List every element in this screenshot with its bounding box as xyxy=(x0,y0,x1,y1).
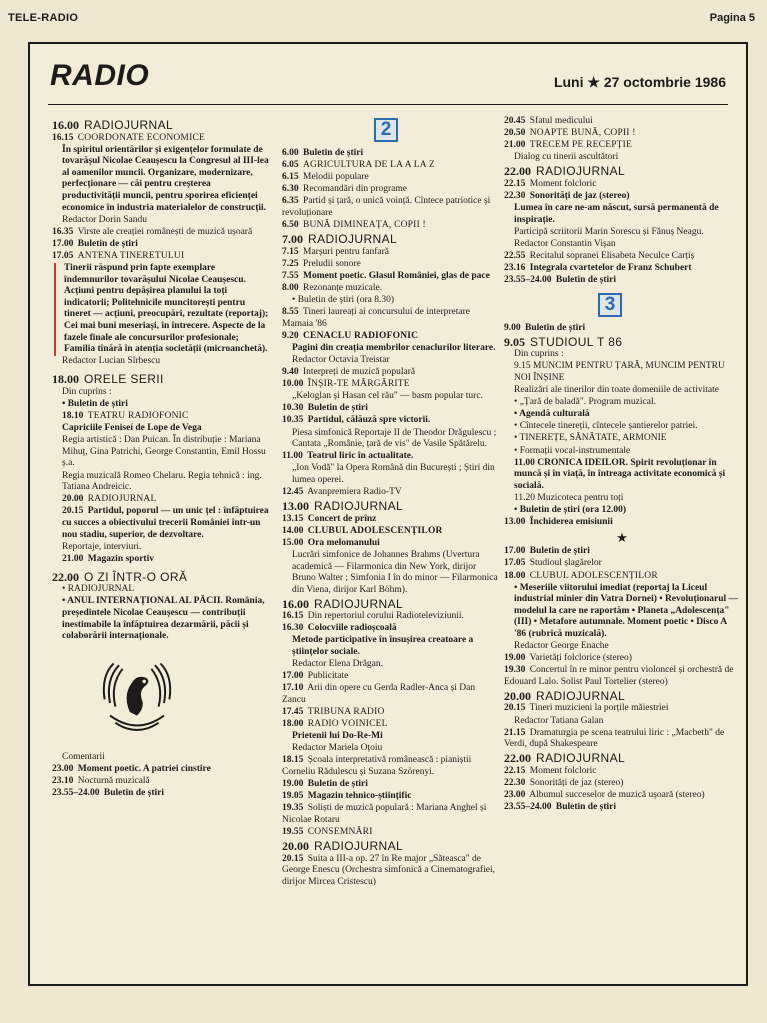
program-item: 9.05 STUDIOUL T 86 xyxy=(504,334,623,349)
program-editor: Redactor Elena Drăgan. xyxy=(292,659,383,670)
play-title: Capriciile Feniseí de Lope de Vega xyxy=(62,423,202,434)
program-item: 18.15 Școala interpretativă românească : pianiștii Corneliu Rădulescu și Suzana Szörenyi. xyxy=(282,755,472,777)
program-editor: Redactor George Enache xyxy=(514,641,609,652)
program-description: • Meseriile viitorului imediat (reportaj la Liceul industrial minier din Vatra Dornei) • Revoluționarul — modelul la care ne raportăm • Planeta „Adolescența" (III) • Metafore autumnale. Moment poetic • Disco A '86 (rubrică muzicală). xyxy=(514,582,739,639)
column-3 xyxy=(504,116,740,814)
program-item: 20.45 Sfatul medicului xyxy=(504,116,593,126)
program-item: 16.30 Colocviile radioșcoală xyxy=(282,623,397,634)
page-number: Pagina 5 xyxy=(709,12,755,24)
program-description: În spiritul orientărilor și exigențelor formulate de tovarășul Nicolae Ceaușescu la Congresul al III-lea al oamenilor muncii. Organizare, modernizare, perfecționare — căi pentru creșterea productivității muncii, pentru sporirea eficienței economice în industria materialelor de construcții. xyxy=(62,144,269,213)
program-item: 7.55 Moment poetic. Glasul României, glas de pace xyxy=(282,270,490,281)
program-item: 19.00 Buletin de știri xyxy=(282,779,368,790)
program-item: 20.15 Suita a III-a op. 27 în Re major „Săteasca" de George Enescu (Orchestra simfonică a Cinematografiei, dirijor Mircea Cristescu) xyxy=(282,853,495,887)
program-item: 17.00 Publicitate xyxy=(282,671,349,682)
program-item: 17.00 Buletin de știri xyxy=(52,238,138,249)
program-item: 17.05 ANTENA TINERETULUI xyxy=(52,250,185,261)
program-description: Piesa simfonică Reportaje II de Theodor Drăgulescu ; Cantata „Românie, țară de vis" de Vasile Spătărelu. xyxy=(292,427,497,450)
program-editor: Redactor Constantin Vișan xyxy=(514,238,616,249)
column-1 xyxy=(52,118,270,800)
program-item: 21.00 Magazin sportiv xyxy=(62,553,154,564)
program-item: 22.00 RADIOJURNAL xyxy=(504,751,626,766)
program-subitem: • Buletin de știri (ora 8.30) xyxy=(292,295,394,306)
program-item: 16.15 Din repertoriul corului Radioteleviziunii. xyxy=(282,611,464,622)
program-item: 9.00 Buletin de știri xyxy=(504,322,586,333)
program-item: 20.15 Tineri muzicieni la porțile măiestriei xyxy=(504,703,669,714)
program-item: 10.30 Buletin de știri xyxy=(282,403,368,414)
program-item: 22.30 Sonorități de jaz (stereo) xyxy=(504,190,630,201)
program-item: 11.00 Teatrul liric în actualitate. xyxy=(282,451,414,462)
header-divider xyxy=(48,104,728,105)
schedule-date: Luni ★ 27 octombrie 1986 xyxy=(553,74,726,90)
program-item: 6.05 AGRICULTURA DE LA A LA Z xyxy=(282,160,435,171)
program-item: 9.40 Interpreți de muzică populară xyxy=(282,367,416,378)
program-item: 23.55–24.00 Buletin de știri xyxy=(52,788,165,799)
program-subitem: • Buletin de știri (ora 12.00) xyxy=(514,505,627,516)
program-item: 16.00 RADIOJURNAL xyxy=(52,118,174,132)
program-item: 20.15 Partidul, poporul — un unic țel : înfăptuirea cu succes a obiectivului trecerii României într-un nou stadiu, superior, de dezvoltare. xyxy=(62,506,269,540)
program-item: 19.55 CONSEMNĂRI xyxy=(282,826,373,837)
program-item: 19.30 Concertul în re minor pentru violoncel și orchestră de Edouard Lalo. Solist Paul Tortelier (stereo) xyxy=(504,665,734,687)
program-editor: Redactor Tatiana Galan xyxy=(514,715,604,726)
program-contents: Din cuprins : xyxy=(514,349,564,360)
program-description: „Keloglan și Hasan cel rău" — basm popular turc. xyxy=(292,391,483,402)
program-subitem: • ANUL INTERNAȚIONAL AL PĂCII. România, președintele Nicolae Ceaușescu — contribuții inestimabile la înfăptuirea dezarmării, păcii și colaborării internaționale. xyxy=(62,596,265,642)
publication-name: TELE-RADIO xyxy=(8,12,79,24)
program-item: 22.15 Moment folcloric xyxy=(504,178,597,189)
program-item: 13.15 Concert de prînz xyxy=(282,513,377,524)
program-item: 23.00 Moment poetic. A patriei cinstire xyxy=(52,763,211,774)
program-item: 10.35 Partidul, călăuză spre victorii. xyxy=(282,415,431,426)
program-item: 13.00 Închiderea emisiunii xyxy=(504,517,613,528)
program-description: Metode participative în însușirea creatoare a științelor sociale. xyxy=(292,635,474,658)
program-description: Lumea în care ne-am născut, sursă permanentă de inspirație. xyxy=(514,203,719,225)
program-item: 7.25 Preludii sonore xyxy=(282,258,361,269)
program-item: 16.15 COORDONATE ECONOMICE xyxy=(52,132,205,143)
program-item: 6.00 Buletin de știri xyxy=(282,148,364,158)
program-item: 22.15 Moment folcloric xyxy=(504,765,597,776)
program-item: 19.00 Varietăți folclorice (stereo) xyxy=(504,653,632,664)
program-item: 17.00 Buletin de știri xyxy=(504,546,590,557)
program-subitem: 11.20 Muzicoteca pentru toți xyxy=(514,492,624,503)
program-item: 16.00 RADIOJURNAL xyxy=(282,596,404,611)
program-item: 18.00 CLUBUL ADOLESCENȚILOR xyxy=(504,570,658,581)
program-item: 23.10 Nocturnă muzicală xyxy=(52,776,150,787)
program-item: 19.05 Magazin tehnico-științific xyxy=(282,791,412,802)
page-header xyxy=(0,0,767,22)
program-description: Lucrări simfonice de Johannes Brahms (Uvertura academică — Filarmonica din New York, dirijor Bruno Walter ; Simfonia I în do minor — Filarmonica din Viena, dirijor Karl Böhm). xyxy=(292,549,498,595)
program-subitem: • „Țară de baladă". Program muzical. xyxy=(514,397,656,408)
program-item: 21.00 TRECEM PE RECEPȚIE xyxy=(504,140,633,151)
program-item: 6.50 BUNĂ DIMINEAȚA, COPII ! xyxy=(282,220,426,231)
program-item: 21.15 Dramaturgia pe scena teatrului liric : „Macbeth" de Verdi, după Shakespeare xyxy=(504,727,725,750)
program-item: 7.00 RADIOJURNAL xyxy=(282,232,398,247)
program-description: Prietenii lui Do-Re-Mi xyxy=(292,731,383,742)
column-2 xyxy=(282,118,500,889)
program-subitem: • Formații vocal-instrumentale xyxy=(514,445,631,456)
program-item: 16.35 Virste ale creației românești de muzică ușoară xyxy=(52,226,253,237)
program-item: 18.10 TEATRU RADIOFONIC xyxy=(62,411,189,422)
program-item: 23.00 Albumul succeselor de muzică ușoară (stereo) xyxy=(504,790,705,800)
program-item: 23.16 Integrala cvartetelor de Franz Schubert xyxy=(504,263,692,274)
program-editor: Redactor Mariela Oțoiu xyxy=(292,743,383,754)
program-item: 22.00 RADIOJURNAL xyxy=(504,164,626,179)
program-item: 23.55–24.00 Buletin de știri xyxy=(504,275,617,286)
program-item: 20.00 RADIOJURNAL xyxy=(282,839,404,854)
program-editor: Redactor Dorin Sandu xyxy=(62,214,147,225)
program-item: 22.30 Sonorități de jaz (stereo) xyxy=(504,777,624,788)
section-title: RADIO xyxy=(50,59,150,92)
program-item: 6.35 Partid și țară, o unică voință. Cîntece patriotice și revoluționare xyxy=(282,196,491,218)
peace-year-emblem-icon xyxy=(92,649,182,739)
program-subitem: Realizări ale tinerilor din toate domeniile de activitate xyxy=(514,385,719,396)
program-item: 9.20 CENACLU RADIOFONIC xyxy=(282,330,419,341)
program-description: Dialog cu tinerii ascultători xyxy=(514,152,619,163)
program-item: 19.35 Soliști de muzică populară : Mariana Anghel și Nicolae Rotaru xyxy=(282,803,487,825)
program-subitem: • Cîntecele tinereții, cîntecele șantierelor patriei. xyxy=(514,421,698,432)
program-subitem: • Buletin de știri xyxy=(62,398,128,409)
program-editor: Redactor Octavia Treistar xyxy=(292,355,390,365)
program-subitem: Reportaje, interviuri. xyxy=(62,541,142,552)
program-item: 17.05 Studioul șlagărelor xyxy=(504,558,602,569)
separator-star-icon: ★ xyxy=(616,529,628,545)
program-item: 20.50 NOAPTE BUNĂ, COPII ! xyxy=(504,128,636,139)
program-editor: Redactor Lucian Sîrbescu xyxy=(62,356,161,367)
program-item: 20.00 RADIOJURNAL xyxy=(62,494,157,505)
program-item: 7.15 Marșuri pentru fanfară xyxy=(282,246,389,257)
program-item: 17.10 Arii din opere cu Gerda Radler-Anca și Dan Zancu xyxy=(282,683,476,705)
program-item: 8.00 Rezonanțe muzicale. xyxy=(282,282,383,293)
program-item: 17.45 TRIBUNA RADIO xyxy=(282,707,385,718)
program-description: Participă scriitorii Marin Sorescu și Fănuș Neagu. xyxy=(514,226,704,237)
program-description: Tinerii răspund prin fapte exemplare îndemnurilor tovarășului Nicolae Ceaușescu. Acțiuni pentru depășirea planului la toți indicatorii; Politehnicile muncitorești pentru tineret — acțiuni, preocupări, rezultate (reportaj); Cei mai buni meseriași, în întrecere. Aspecte de la fazele finale ale concursurilor profesionale; Familia tînără în atenția societății (microanchetă). xyxy=(54,263,270,356)
program-item: 6.15 Melodii populare xyxy=(282,172,369,183)
program-subitem: 11.00 CRONICA IDEILOR. Spirit revoluționar în muncă și în viață, în întreaga activitate economică și socială. xyxy=(514,457,726,491)
radio-schedule-frame xyxy=(28,42,748,986)
program-item: 13.00 RADIOJURNAL xyxy=(282,499,404,514)
program-item: 23.55–24.00 Buletin de știri xyxy=(504,802,617,813)
play-credits: Regia muzicală Romeo Chelaru. Regia tehnică : ing. Tatiana Andreicic. xyxy=(62,470,262,493)
program-item: 18.00 RADIO VOINICEL xyxy=(282,719,388,730)
channel-3-badge: 3 xyxy=(598,293,622,317)
program-subitem: • TINEREȚE, SĂNĂTATE, ARMONIE xyxy=(514,433,667,444)
channel-2-badge: 2 xyxy=(374,118,398,142)
program-subitem: • RADIOJURNAL xyxy=(62,584,135,595)
program-item: 15.00 Ora melomanului xyxy=(282,537,380,548)
program-item: 10.00 ÎNȘIR-TE MĂRGĂRITE xyxy=(282,379,410,390)
program-item: 14.00 CLUBUL ADOLESCENȚILOR xyxy=(282,525,443,536)
program-item: 18.00 ORELE SERII xyxy=(52,372,164,387)
program-contents: Din cuprins : xyxy=(62,386,112,397)
program-item: 12.45 Avanpremiera Radio-TV xyxy=(282,487,402,498)
program-description: „Ion Vodă" la Opera Română din București ; Știri din lumea operei. xyxy=(292,463,495,485)
program-subitem: Comentarii xyxy=(62,751,105,762)
program-description: Pagini din creația membrilor cenaclurilor literare. xyxy=(292,342,496,353)
program-subitem: 9.15 MUNCIM PENTRU ȚARĂ, MUNCIM PENTRU NOI ÎNȘINE xyxy=(514,361,725,383)
program-item: 6.30 Recomandări din programe xyxy=(282,184,407,195)
program-subitem: • Agendă culturală xyxy=(514,409,590,420)
program-item: 8.55 Tineri laureați ai concursului de interpretare Mamaia '86 xyxy=(282,307,470,329)
play-credits: Regia artistică : Dan Puican. În distribuție : Mariana Mihuț, Gina Patrichi, George Constantin, Emil Hossu ș.a. xyxy=(62,435,266,469)
program-item: 22.55 Recitalul sopranei Elisabeta Neculce Carțiș xyxy=(504,250,695,261)
program-item: 22.00 O ZI ÎNTR-O ORĂ xyxy=(52,569,188,584)
program-item: 20.00 RADIOJURNAL xyxy=(504,688,626,703)
